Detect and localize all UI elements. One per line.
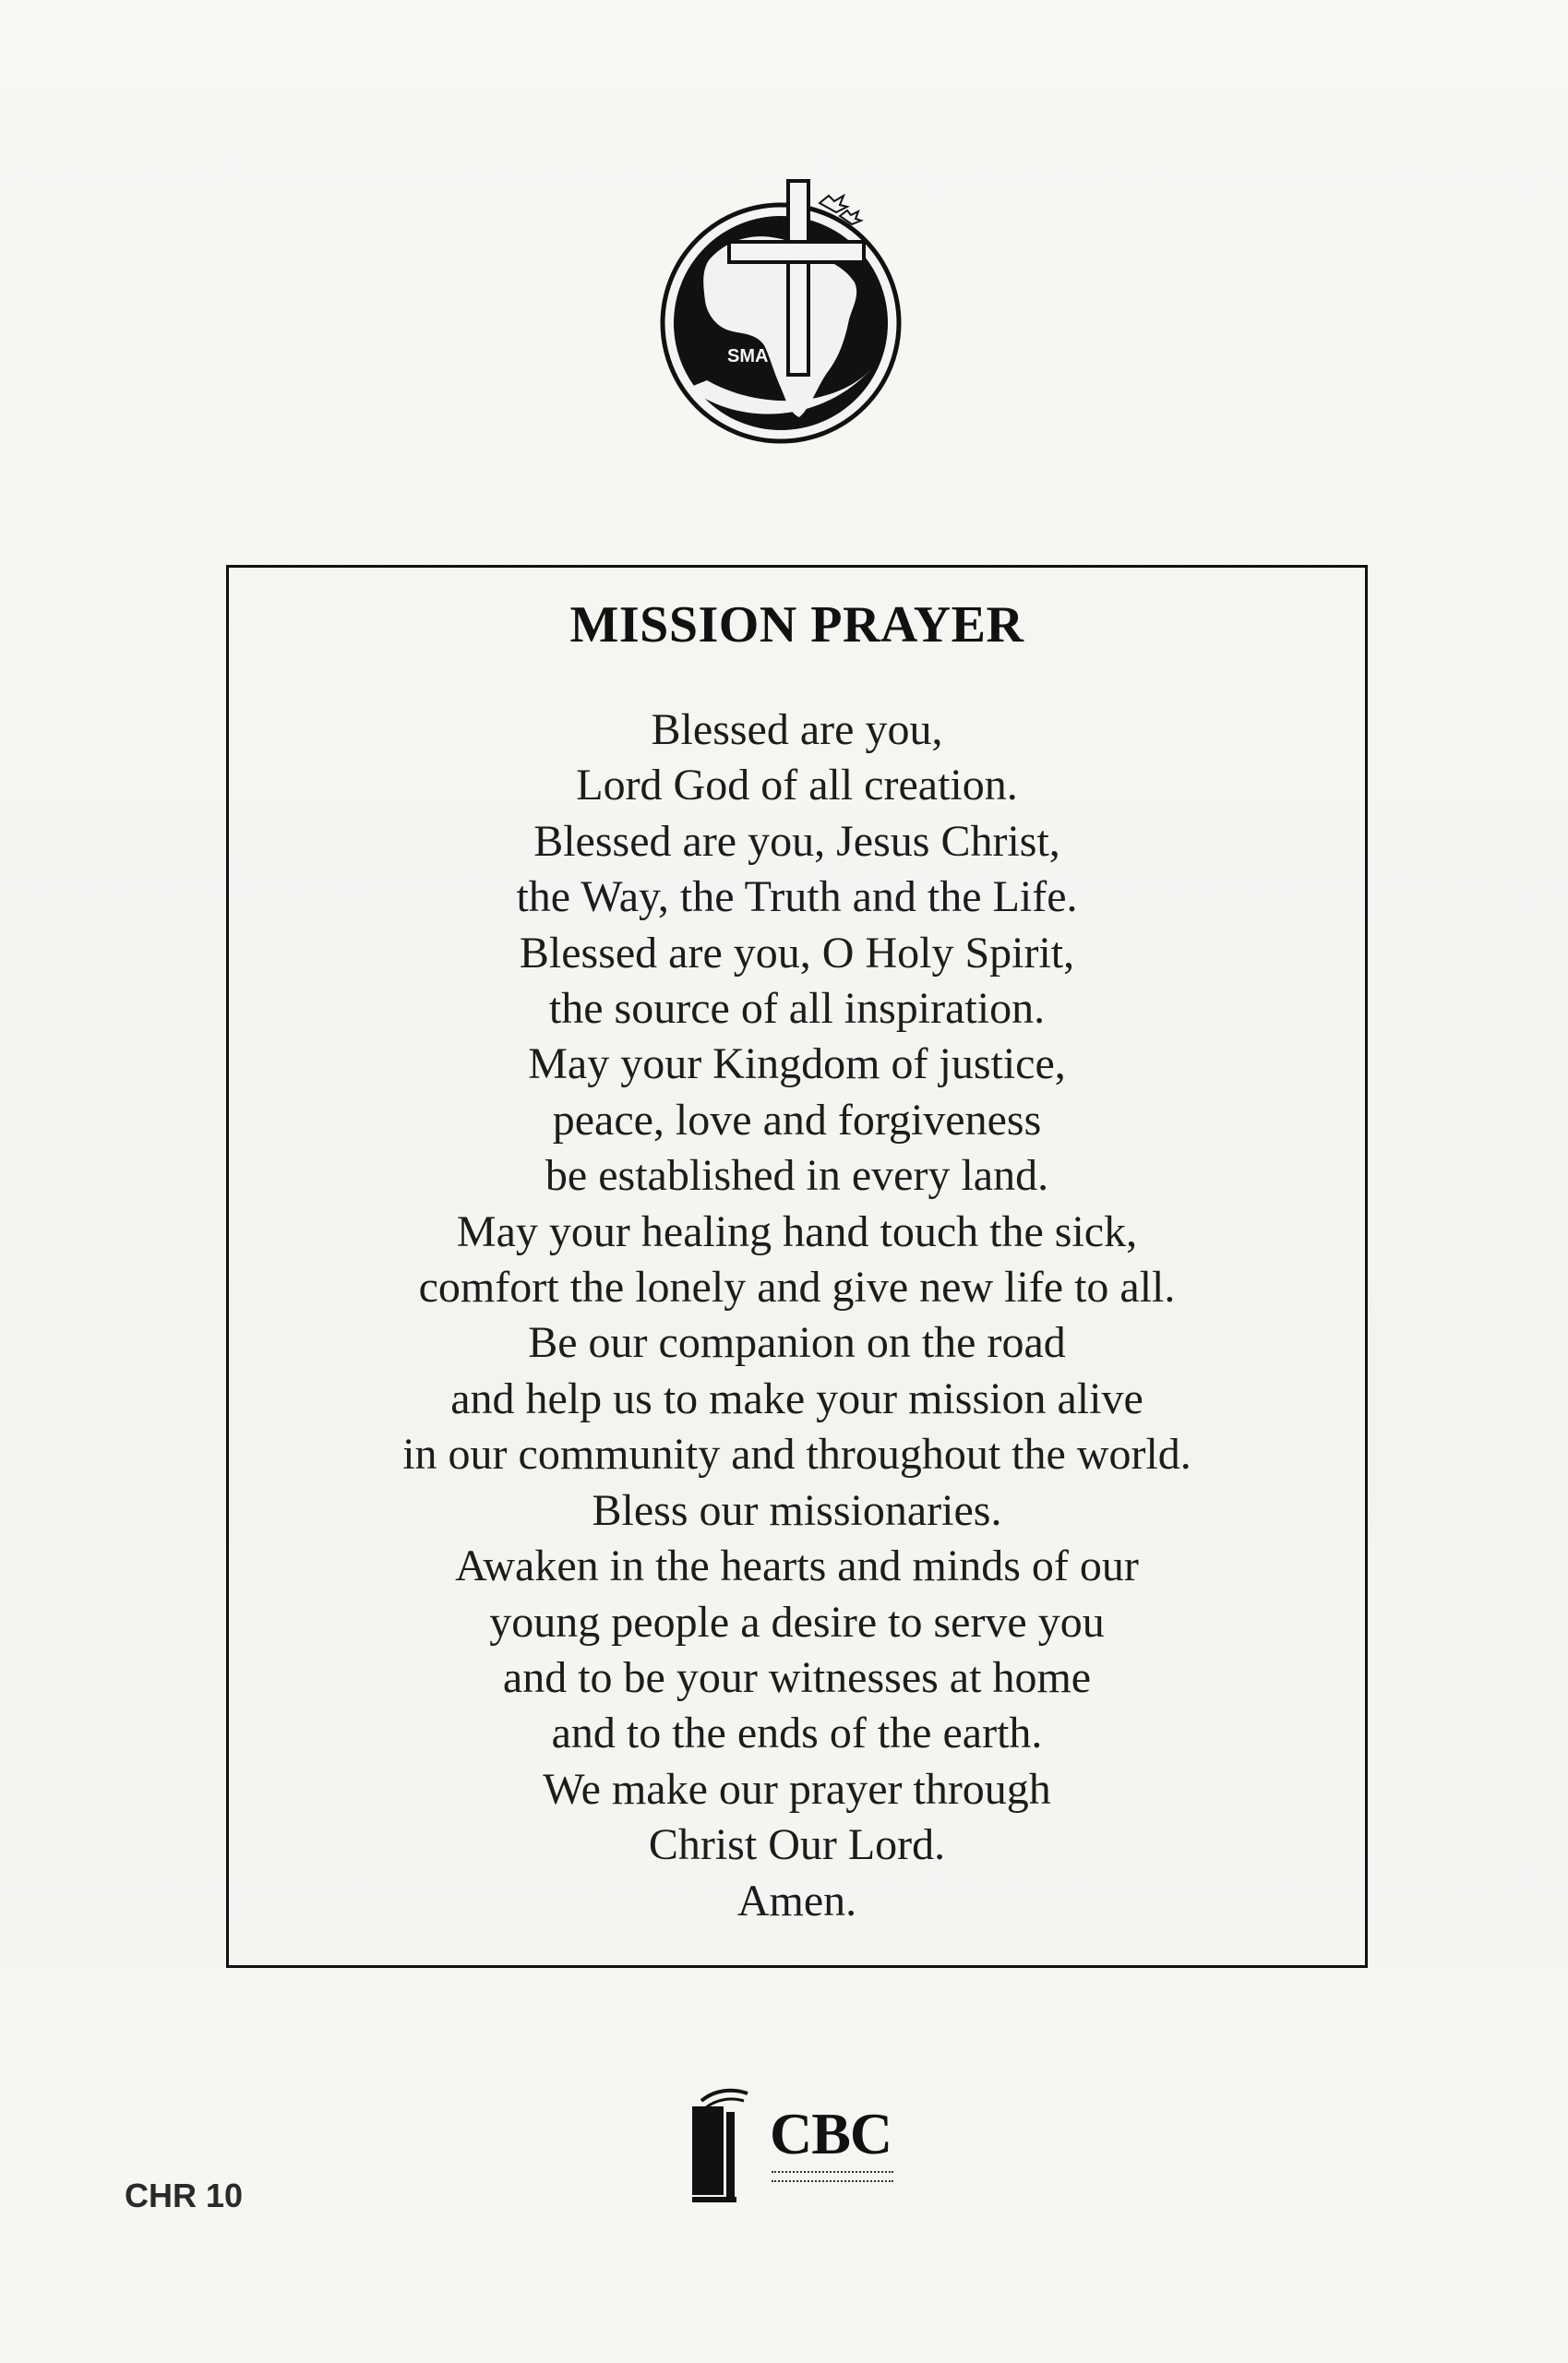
prayer-line: the Way, the Truth and the Life. (516, 872, 1078, 922)
prayer-line: young people a desire to serve you (489, 1597, 1105, 1647)
prayer-line: Blessed are you, (651, 705, 943, 754)
prayer-title: MISSION PRAYER (569, 596, 1024, 654)
prayer-line: and to the ends of the earth. (551, 1709, 1043, 1758)
prayer-line: and to be your witnesses at home (502, 1652, 1092, 1702)
prayer-line: Lord God of all creation. (576, 761, 1018, 810)
prayer-line: be established in every land. (545, 1151, 1049, 1201)
prayer-line: Amen. (736, 1876, 857, 1925)
prayer-text (229, 702, 1365, 1929)
prayer-box (226, 565, 1368, 1968)
sma-emblem-logo (652, 175, 919, 452)
prayer-line: Blessed are you, Jesus Christ, (533, 816, 1060, 866)
publisher-name: CBC (770, 2101, 892, 2166)
prayer-line: Be our companion on the road (528, 1318, 1066, 1368)
book-icon (683, 2084, 766, 2204)
prayer-line: Christ Our Lord. (648, 1820, 946, 1870)
prayer-line: Blessed are you, O Holy Spirit, (519, 928, 1075, 978)
prayer-line: May your healing hand touch the sick, (456, 1206, 1138, 1256)
prayer-line: peace, love and forgiveness (552, 1095, 1042, 1145)
prayer-line: We make our prayer through (543, 1764, 1051, 1814)
prayer-line: comfort the lonely and give new life to all. (418, 1263, 1176, 1313)
prayer-line: in our community and throughout the world. (402, 1430, 1191, 1480)
emblem-label: SMA (727, 346, 769, 366)
prayer-line: May your Kingdom of justice, (528, 1039, 1066, 1089)
product-code: CHR 10 (125, 2177, 244, 2214)
prayer-line: Bless our missionaries. (592, 1485, 1002, 1535)
prayer-line: the source of all inspiration. (548, 984, 1046, 1034)
publisher-logo (683, 2084, 895, 2204)
prayer-line: Awaken in the hearts and minds of our (455, 1541, 1139, 1591)
publisher-tagline-fine-print (772, 2171, 893, 2182)
prayer-line: and help us to make your mission alive (450, 1373, 1143, 1423)
